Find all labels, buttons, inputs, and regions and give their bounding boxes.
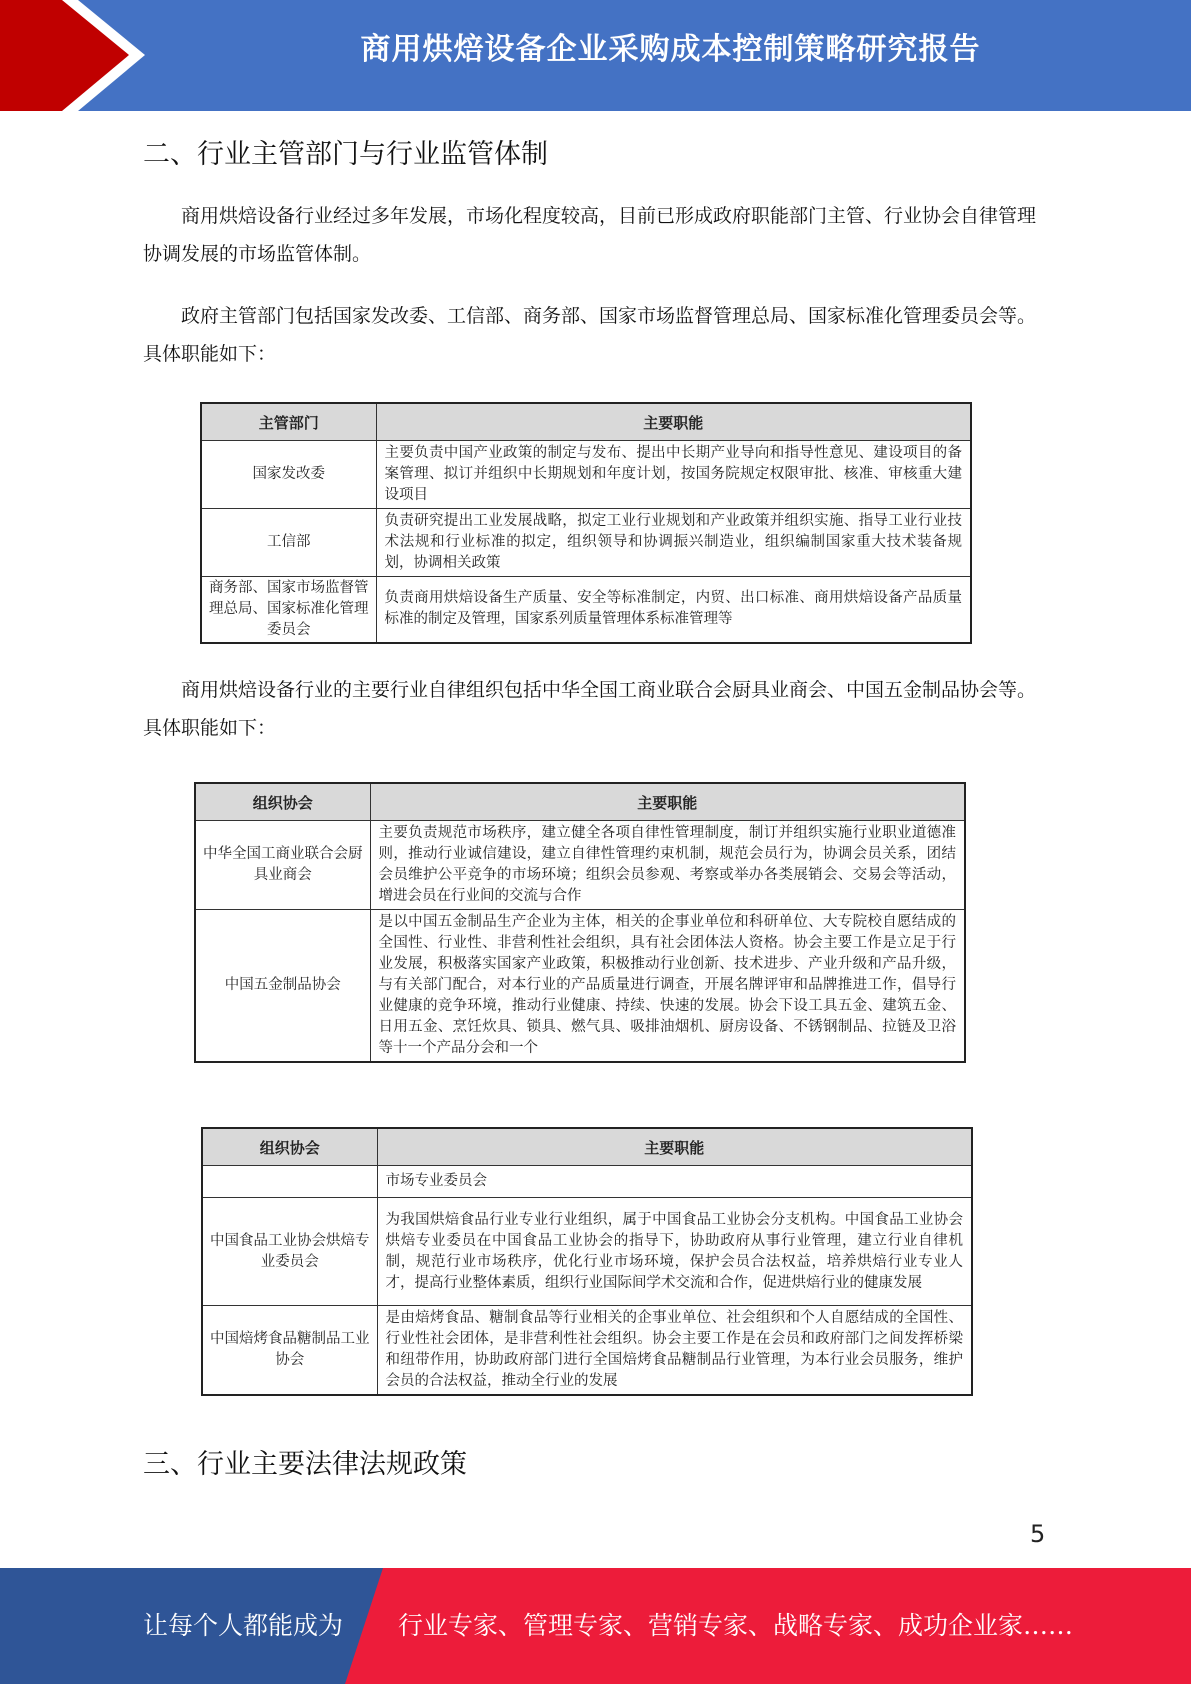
function-cell: 为我国烘焙食品行业专业行业组织，属于中国食品工业协会分支机构。中国食品工业协会烘焙专业委员在中国食品工业协会的指导下，协助政府从事行业管理，建立行业自律机制，规范行业市场秩序，优化行业市场环境，保护会员合法权益，培养烘焙行业专业人才，提高行业整体素质，组织行业国际间学术交流和合作，促进烘焙行业的健康发展: [377, 1198, 972, 1306]
function-cell: 负责商用烘焙设备生产质量、安全等标准制定，内贸、出口标准、商用烘焙设备产品质量标准的制定及管理，国家系列质量管理体系标准管理等: [376, 577, 971, 643]
column-header-association: 组织协会: [202, 1128, 377, 1166]
table-header-row: [201, 403, 971, 441]
department-cell: 国家发改委: [201, 441, 376, 509]
department-cell: 商务部、国家市场监督管理总局、国家标准化管理委员会: [201, 577, 376, 643]
table-row: [202, 1198, 972, 1306]
function-cell: 是由焙烤食品、糖制食品等行业相关的企事业单位、社会组织和个人自愿结成的全国性、行业性社会团体，是非营利性社会组织。协会主要工作是在会员和政府部门之间发挥桥梁和纽带作用，协助政府部门进行全国焙烤食品糖制品行业管理，为本行业会员服务，维护会员的合法权益，推动全行业的发展: [377, 1306, 972, 1396]
table-header-row: [202, 1128, 972, 1166]
department-cell: 工信部: [201, 509, 376, 577]
table-row: [201, 577, 971, 643]
report-title: 商用烘焙设备企业采购成本控制策略研究报告: [360, 32, 981, 67]
table-row: [201, 509, 971, 577]
column-header-function: 主要职能: [376, 403, 971, 441]
government-departments-table: [200, 402, 972, 644]
section-heading-laws: 三、行业主要法律法规政策: [143, 1449, 467, 1480]
function-cell: 市场专业委员会: [377, 1166, 972, 1198]
function-cell: 主要负责规范市场秩序，建立健全各项自律性管理制度，制订并组织实施行业职业道德准则，推动行业诚信建设，建立自律性管理约束机制，规范会员行为，协调会员关系，团结会员维护公平竞争的市场环境；组织会员参观、考察或举办各类展销会、交易会等活动，增进会员在行业间的交流与合作: [370, 821, 965, 910]
column-header-department: 主管部门: [201, 403, 376, 441]
footer-slogan-right: 行业专家、管理专家、营销专家、战略专家、成功企业家……: [398, 1611, 1074, 1640]
industry-associations-table: [194, 782, 966, 1063]
association-cell: 中国焙烤食品糖制品工业协会: [202, 1306, 377, 1396]
page-number: 5: [1030, 1520, 1046, 1548]
page-header: [0, 0, 1191, 111]
page-footer: [0, 1568, 1191, 1684]
footer-slogan-left: 让每个人都能成为: [143, 1611, 344, 1640]
function-cell: 主要负责中国产业政策的制定与发布、提出中长期产业导向和指导性意见、建设项目的备案管理、拟订并组织中长期规划和年度计划，按国务院规定权限审批、核准、审核重大建设项目: [376, 441, 971, 509]
table-header-row: [195, 783, 965, 821]
column-header-function: 主要职能: [370, 783, 965, 821]
association-cell: 中国五金制品协会: [195, 910, 370, 1063]
association-cell: [202, 1166, 377, 1198]
column-header-function: 主要职能: [377, 1128, 972, 1166]
table-row: [195, 821, 965, 910]
section-heading-regulation: 二、行业主管部门与行业监管体制: [143, 139, 548, 170]
table-row: [202, 1166, 972, 1198]
industry-associations-table-continued: [201, 1127, 973, 1396]
column-header-association: 组织协会: [195, 783, 370, 821]
table-row: [202, 1306, 972, 1396]
table-row: [195, 910, 965, 1063]
table-row: [201, 441, 971, 509]
association-cell: 中华全国工商业联合会厨具业商会: [195, 821, 370, 910]
paragraph-self-regulatory-orgs: 商用烘焙设备行业的主要行业自律组织包括中华全国工商业联合会厨具业商会、中国五金制品协会等。具体职能如下：: [143, 679, 1037, 739]
paragraph-government-departments: 政府主管部门包括国家发改委、工信部、商务部、国家市场监督管理总局、国家标准化管理委员会等。具体职能如下：: [143, 305, 1037, 365]
function-cell: 是以中国五金制品生产企业为主体，相关的企事业单位和科研单位、大专院校自愿结成的全国性、行业性、非营利性社会组织，具有社会团体法人资格。协会主要工作是立足于行业发展，积极落实国家产业政策，积极推动行业创新、技术进步、产业升级和产品升级，与有关部门配合，对本行业的产品质量进行调查，开展名牌评审和品牌推进工作，倡导行业健康的竞争环境，推动行业健康、持续、快速的发展。协会下设工具五金、建筑五金、日用五金、烹饪炊具、锁具、燃气具、吸排油烟机、厨房设备、不锈钢制品、拉链及卫浴等十一个产品分会和一个: [370, 910, 965, 1063]
function-cell: 负责研究提出工业发展战略，拟定工业行业规划和产业政策并组织实施、指导工业行业技术法规和行业标准的拟定，组织领导和协调振兴制造业，组织编制国家重大技术装备规划，协调相关政策: [376, 509, 971, 577]
paragraph-market-system: 商用烘焙设备行业经过多年发展，市场化程度较高，目前已形成政府职能部门主管、行业协会自律管理协调发展的市场监管体制。: [143, 205, 1037, 265]
association-cell: 中国食品工业协会烘焙专业委员会: [202, 1198, 377, 1306]
